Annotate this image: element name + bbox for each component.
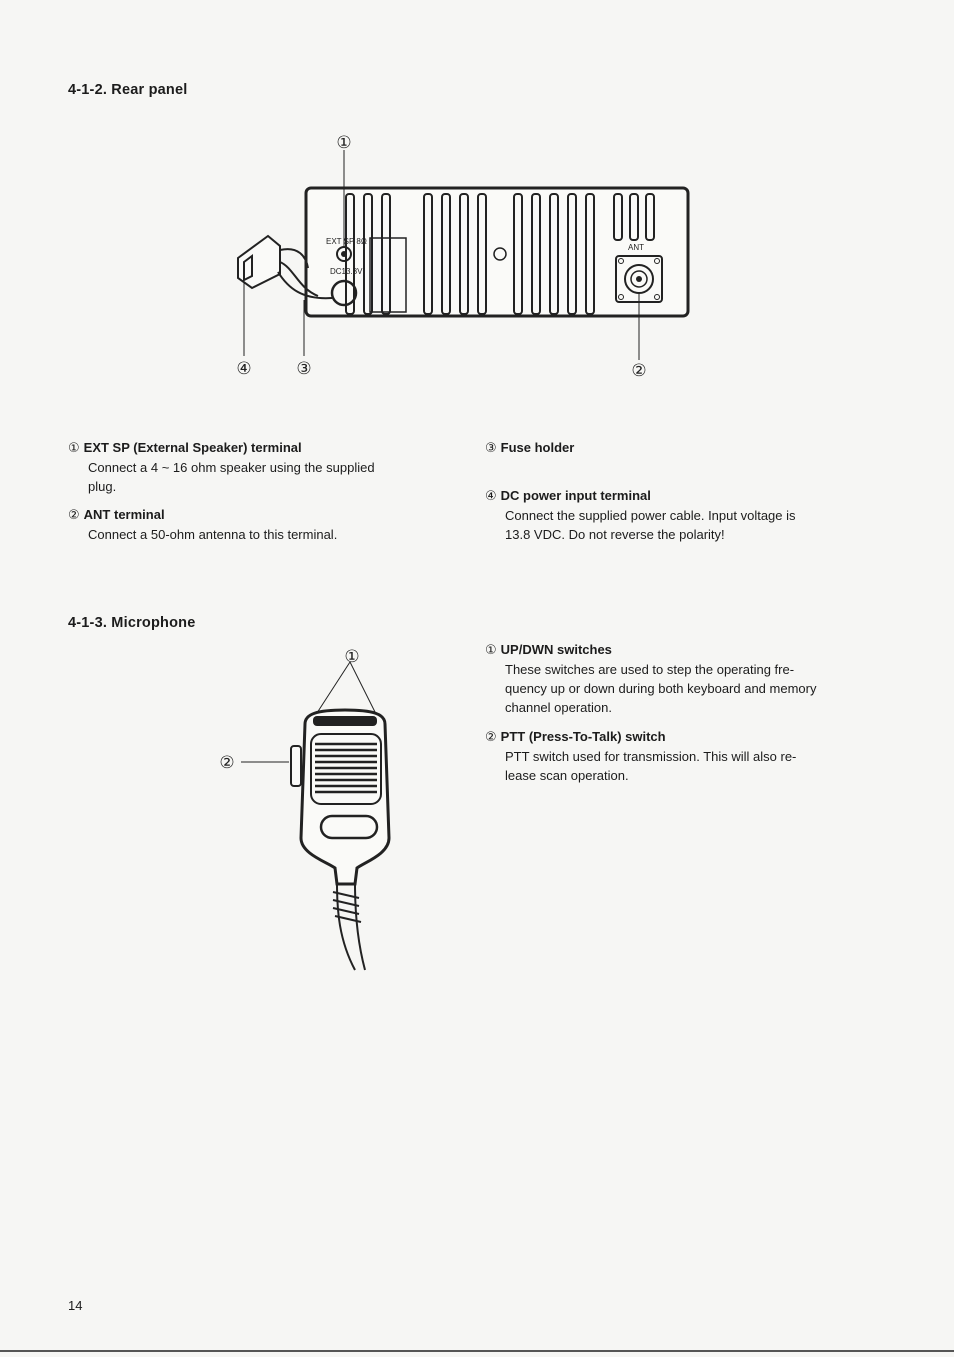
- mic-cord: [333, 884, 365, 970]
- up-down-switches: [313, 716, 377, 726]
- mic-item-2: ② PTT (Press-To-Talk) switch PTT switch used for transmission. This will also re- lease scan operation.: [485, 729, 797, 783]
- rear-panel-diagram: [228, 128, 698, 388]
- rear-item-2: ② ANT terminal Connect a 50-ohm antenna to this terminal.: [68, 507, 338, 542]
- microphone-heading: 4-1-3. Microphone: [68, 615, 196, 631]
- mic-callout-2: ②: [219, 753, 235, 772]
- rear-panel-heading: 4-1-2. Rear panel: [68, 82, 188, 98]
- rear-item-1: ① EXT SP (External Speaker) terminal Connect a 4 ~ 16 ohm speaker using the supplied plug.: [68, 440, 375, 494]
- microphone-diagram: [205, 640, 405, 980]
- ext-sp-label: EXT SP 8Ω: [326, 237, 367, 246]
- rear-item-4: ④ DC power input terminal Connect the supplied power cable. Input voltage is 13.8 VDC. Do not reverse the polarity!: [485, 488, 796, 542]
- dc-label: DC13.8V: [330, 267, 363, 276]
- ptt-switch: [291, 746, 301, 786]
- callout-1: ①: [336, 133, 352, 152]
- bottom-rule: [0, 1350, 954, 1352]
- callout-4: ④: [236, 359, 252, 378]
- mic-item-1: ① UP/DWN switches These switches are used to step the operating fre- quency up or down during both keyboard and memory channel operation.: [485, 642, 817, 715]
- ant-label: ANT: [628, 243, 644, 252]
- rear-item-3: ③ Fuse holder: [485, 440, 575, 455]
- mic-callout-1: ①: [344, 647, 360, 666]
- callout-2: ②: [631, 361, 647, 380]
- callout-3: ③: [296, 359, 312, 378]
- page-number: 14: [68, 1298, 83, 1313]
